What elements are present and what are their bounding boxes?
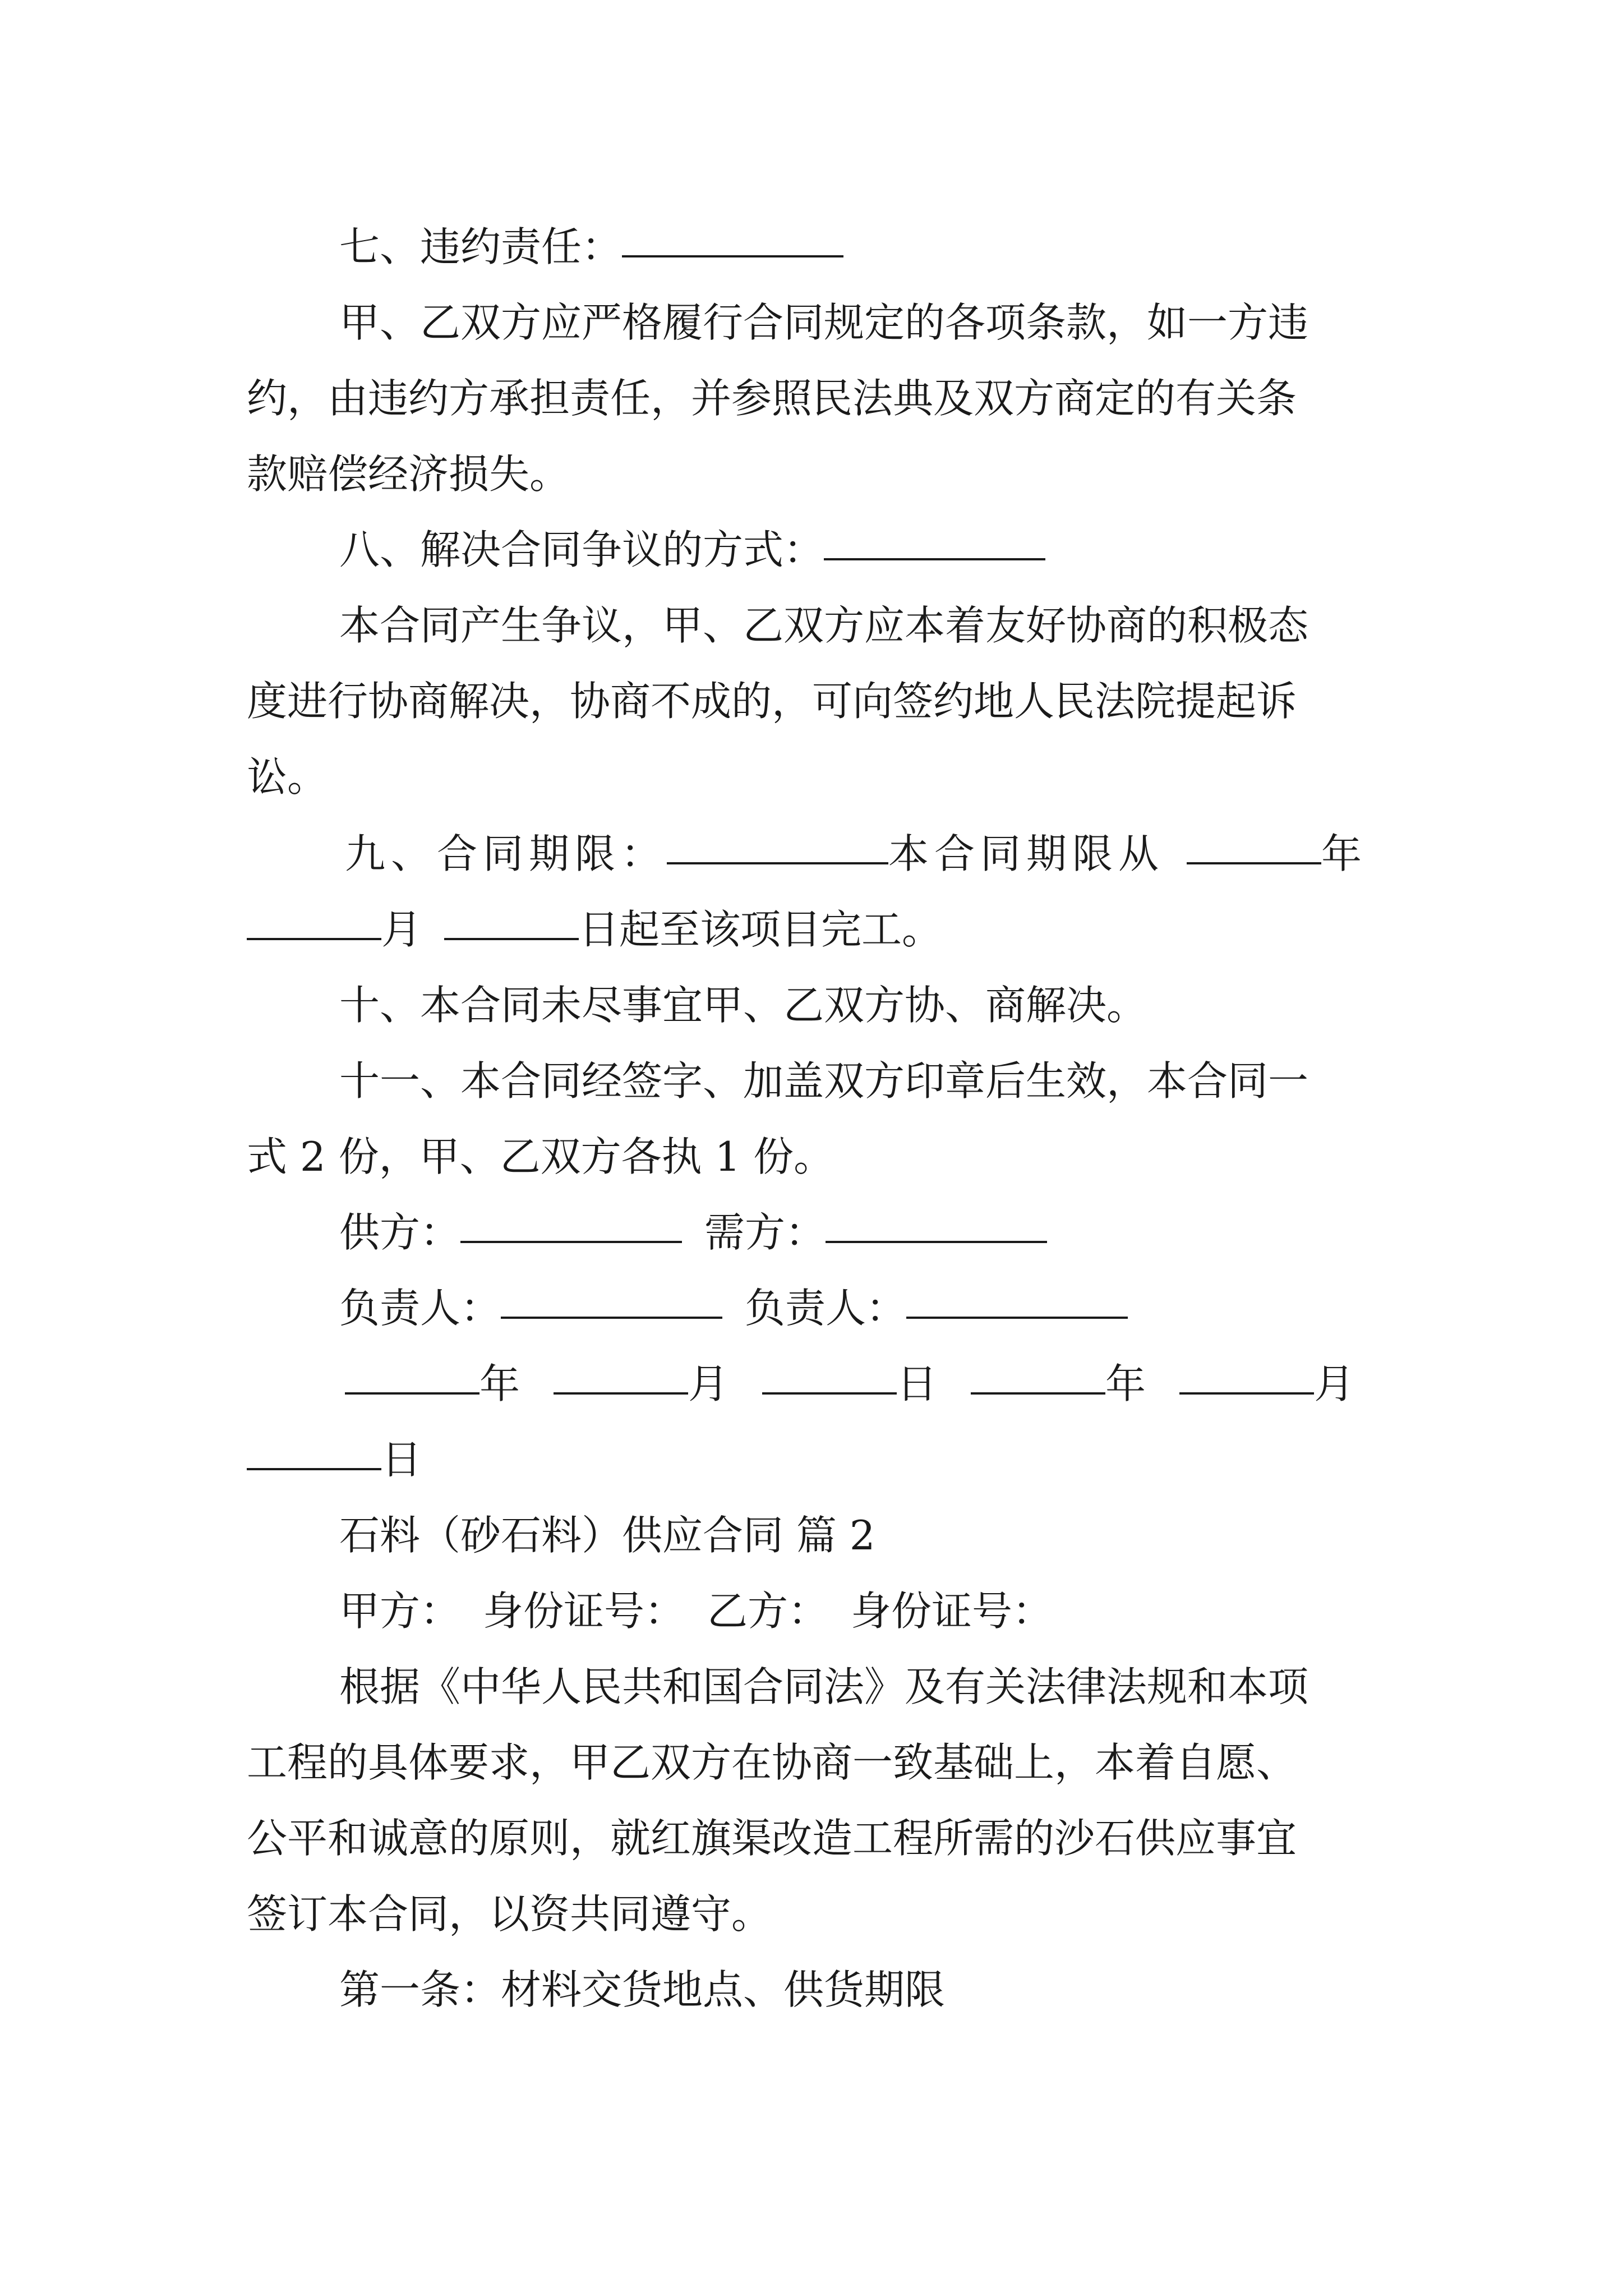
section-2-intro-line-3: 公平和诚意的原则，就红旗渠改造工程所需的沙石供应事宜 bbox=[247, 1815, 1297, 1862]
date-blank bbox=[1179, 1392, 1314, 1395]
section-10: 十、本合同未尽事宜甲、乙双方协、商解决。 bbox=[339, 982, 1147, 1029]
date-blank bbox=[762, 1392, 897, 1395]
date-blank bbox=[247, 1468, 381, 1470]
section-2-intro-line-2: 工程的具体要求，甲乙双方在协商一致基础上，本着自愿、 bbox=[247, 1739, 1297, 1786]
section-2-title: 石料（砂石料）供应合同 篇 2 bbox=[339, 1512, 875, 1559]
section-9-line-2: 月 日起至该项目完工。 bbox=[247, 890, 942, 969]
date-blank bbox=[554, 1392, 688, 1395]
date-blank bbox=[345, 1392, 479, 1395]
section-7-body-line-2: 约，由违约方承担责任，并参照民法典及双方商定的有关条 bbox=[247, 375, 1297, 422]
blank-underline bbox=[247, 938, 381, 940]
section-7-body-line-1: 甲、乙双方应严格履行合同规定的各项条款，如一方违 bbox=[339, 299, 1309, 346]
supplier-blank bbox=[460, 1241, 682, 1243]
id-a-label: 身份证号： bbox=[483, 1588, 685, 1635]
responsible-label-1: 负责人： bbox=[339, 1285, 501, 1332]
blank-underline bbox=[824, 558, 1045, 560]
buyer-blank bbox=[826, 1241, 1047, 1243]
responsible-blank-2 bbox=[906, 1317, 1128, 1319]
signature-date-row-2: 日 bbox=[247, 1420, 422, 1499]
blank-underline bbox=[1187, 862, 1321, 864]
section-11-line-1: 十一、本合同经签字、加盖双方印章后生效，本合同一 bbox=[339, 1057, 1309, 1105]
signature-date-row: 年 月 日 年 月 bbox=[345, 1345, 1354, 1423]
section-7-heading: 七、违约责任： bbox=[339, 208, 843, 286]
blank-underline bbox=[444, 938, 579, 940]
section-11-line-2: 式 2 份，甲、乙双方各执 1 份。 bbox=[247, 1133, 834, 1180]
date-blank bbox=[971, 1392, 1105, 1395]
blank-underline bbox=[667, 862, 888, 864]
section-2-parties-row bbox=[339, 1572, 1053, 1650]
id-b-label: 身份证号： bbox=[851, 1588, 1053, 1635]
responsible-label-2: 负责人： bbox=[745, 1285, 907, 1332]
section-2-intro-line-4: 签订本合同，以资共同遵守。 bbox=[247, 1890, 772, 1938]
party-b-label: 乙方： bbox=[707, 1588, 829, 1635]
signature-responsible-row bbox=[339, 1269, 1128, 1347]
section-2-article-1: 第一条：材料交货地点、供货期限 bbox=[339, 1966, 946, 2013]
section-8-heading: 八、解决合同争议的方式： bbox=[339, 510, 1045, 589]
responsible-blank-1 bbox=[501, 1317, 722, 1319]
section-7-body-line-3: 款赔偿经济损失。 bbox=[247, 450, 570, 498]
blank-underline bbox=[622, 255, 843, 257]
section-2-intro-line-1: 根据《中华人民共和国合同法》及有关法律法规和本项 bbox=[339, 1663, 1309, 1710]
signature-parties-row bbox=[339, 1193, 1047, 1272]
section-8-body-line-3: 讼。 bbox=[247, 753, 328, 800]
party-a-label: 甲方： bbox=[339, 1588, 461, 1635]
buyer-label: 需方： bbox=[704, 1209, 826, 1256]
section-9-line-1: 九、合同期限： 本合同期限从 年 bbox=[345, 830, 1368, 877]
section-8-body-line-2: 度进行协商解决，协商不成的，可向签约地人民法院提起诉 bbox=[247, 678, 1297, 725]
supplier-label: 供方： bbox=[339, 1209, 461, 1256]
section-8-body-line-1: 本合同产生争议，甲、乙双方应本着友好协商的积极态 bbox=[339, 602, 1309, 649]
